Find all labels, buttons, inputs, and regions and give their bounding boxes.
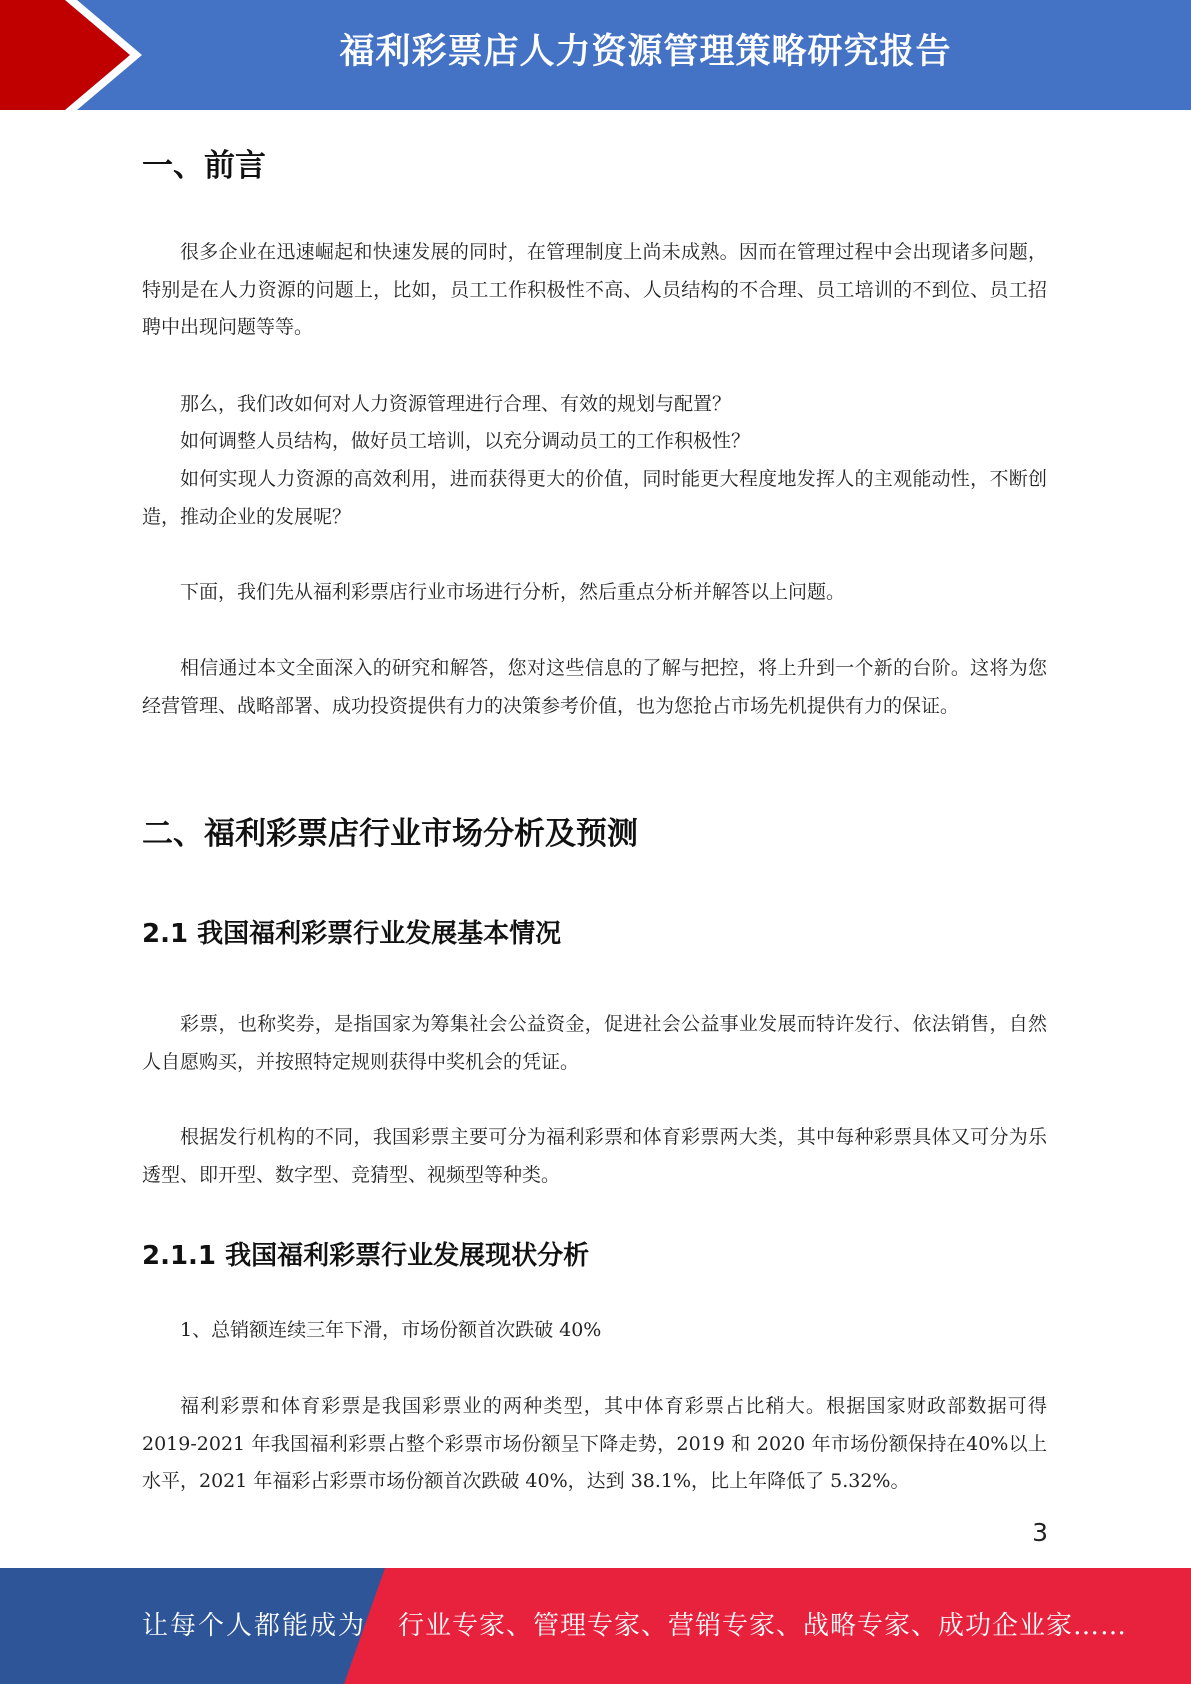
paragraph-belief: 相信通过本文全面深入的研究和解答，您对这些信息的了解与把控，将上升到一个新的台阶。这将为您经营管理、战略部署、成功投资提供有力的决策参考价值，也为您抢占市场先机提供有力的保证。 [142,657,1047,717]
section-heading-market-analysis: 二、福利彩票店行业市场分析及预测 [142,816,638,852]
footer-slogan-right: 行业专家、管理专家、营销专家、战略专家、成功企业家…… [398,1611,1128,1641]
report-title: 福利彩票店人力资源管理策略研究报告 [339,32,952,72]
section-heading-preface: 一、前言 [142,148,266,184]
paragraph-intro: 很多企业在迅速崛起和快速发展的同时，在管理制度上尚未成熟。因而在管理过程中会出现诸多问题，特别是在人力资源的问题上，比如，员工工作积极性不高、人员结构的不合理、员工培训的不到位、员工招聘中出现问题等等。 [142,241,1047,338]
paragraph-lottery-types: 根据发行机构的不同，我国彩票主要可分为福利彩票和体育彩票两大类，其中每种彩票具体又可分为乐透型、即开型、数字型、竞猜型、视频型等种类。 [142,1126,1047,1186]
question-1: 那么，我们改如何对人力资源管理进行合理、有效的规划与配置？ [180,393,732,415]
paragraph-market-share: 福利彩票和体育彩票是我国彩票业的两种类型，其中体育彩票占比稍大。根据国家财政部数据可得 2019-2021 年我国福利彩票占整个彩票市场份额呈下降走势，2019 和 2020 年市场份额保持在40%以上水平，2021 年福彩占彩票市场份额首次跌破 40%，达到 38.1%，比上年降低了 5.32%。 [142,1395,1047,1492]
paragraph-next: 下面，我们先从福利彩票店行业市场进行分析，然后重点分析并解答以上问题。 [180,581,846,603]
subsection-heading-2-1-1: 2.1.1 我国福利彩票行业发展现状分析 [142,1241,590,1271]
header-arrow-decoration [0,0,160,110]
paragraph-lottery-definition: 彩票，也称奖券，是指国家为筹集社会公益资金，促进社会公益事业发展而特许发行、依法销售，自然人自愿购买，并按照特定规则获得中奖机会的凭证。 [142,1013,1047,1073]
footer-banner [0,1568,1191,1684]
footer-slogan-left: 让每个人都能成为 [142,1611,367,1641]
question-3: 如何实现人力资源的高效利用，进而获得更大的价值，同时能更大程度地发挥人的主观能动性，不断创造，推动企业的发展呢？ [142,468,1047,528]
header-banner [0,0,1191,110]
question-2: 如何调整人员结构，做好员工培训，以充分调动员工的工作积极性？ [180,430,751,452]
subsection-heading-2-1: 2.1 我国福利彩票行业发展基本情况 [142,919,562,949]
page-number: 3 [1032,1518,1048,1547]
list-item-sales-decline: 1、总销额连续三年下滑，市场份额首次跌破 40% [180,1319,602,1341]
